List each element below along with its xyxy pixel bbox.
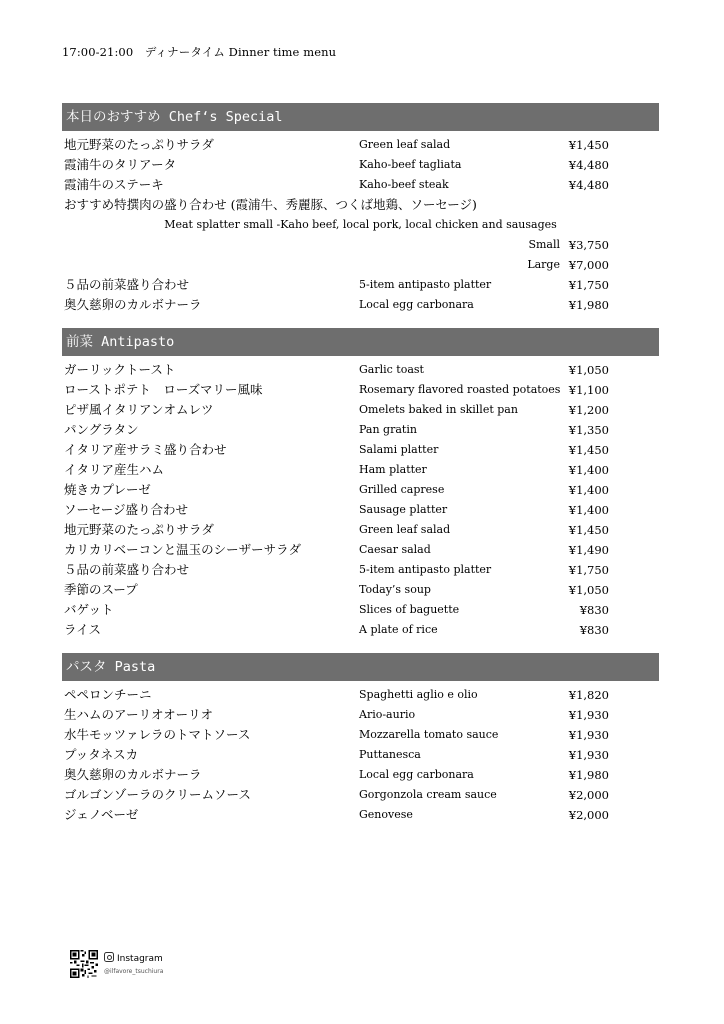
item-name-ja: ５品の前菜盛り合わせ: [64, 277, 190, 292]
antipasto-list: [62, 360, 659, 640]
item-price: ¥2,000: [568, 788, 609, 802]
item-name-ja: ペペロンチーニ: [64, 687, 152, 702]
instagram-icon: [104, 952, 114, 962]
item-price: ¥1,750: [568, 563, 609, 577]
item-name-en: Grilled caprese: [359, 483, 445, 496]
item-name-ja: ピザ風イタリアンオムレツ: [64, 402, 214, 417]
item-price: ¥1,450: [568, 523, 609, 537]
menu-item: [62, 420, 659, 440]
item-name-ja: パングラタン: [64, 422, 139, 437]
item-name-ja: 地元野菜のたっぷりサラダ: [64, 522, 214, 537]
item-name-ja: 生ハムのアーリオオーリオ: [64, 707, 214, 722]
size-label: Large: [527, 258, 560, 271]
menu-item: [62, 685, 659, 705]
item-price: ¥830: [579, 603, 609, 617]
item-name-en: 5-item antipasto platter: [359, 278, 492, 291]
item-name-ja: イタリア産生ハム: [64, 462, 165, 477]
item-name-ja: 季節のスープ: [64, 582, 138, 597]
item-price: ¥1,930: [568, 748, 609, 762]
item-name-ja: ５品の前菜盛り合わせ: [64, 562, 190, 577]
item-price: ¥1,200: [568, 403, 609, 417]
item-name-en: A plate of rice: [359, 623, 438, 636]
item-name-en: Gorgonzola cream sauce: [359, 788, 497, 801]
item-price: ¥1,350: [568, 423, 609, 437]
item-name-ja: カリカリベーコンと温玉のシーザーサラダ: [64, 542, 302, 557]
platter-description: [62, 215, 659, 235]
item-price: ¥1,450: [568, 138, 609, 152]
item-price: ¥3,750: [568, 238, 609, 252]
menu-item: [62, 440, 659, 460]
menu-item: [62, 620, 659, 640]
menu-item: [62, 295, 659, 315]
item-name-ja: 水牛モッツァレラのトマトソース: [64, 727, 251, 742]
pasta-list: [62, 685, 659, 825]
section-antipasto: [62, 328, 659, 640]
item-name-en: Ario-aurio: [359, 708, 416, 721]
instagram-handle[interactable]: @ilfavore_tsuchiura: [104, 968, 164, 975]
menu-item: [62, 175, 659, 195]
item-name-en: Meat splatter small -Kaho beef, local pork, local chicken and sausages: [164, 218, 557, 231]
item-name-en: Sausage platter: [359, 503, 448, 516]
menu-item: [62, 520, 659, 540]
item-price: ¥1,400: [568, 503, 609, 517]
menu-item: [62, 725, 659, 745]
item-name-en: Slices of baguette: [359, 603, 460, 616]
item-name-en: Puttanesca: [359, 748, 421, 761]
item-name-ja: 奥久慈卵のカルボナーラ: [64, 297, 202, 312]
menu-item: [62, 540, 659, 560]
menu-item: [62, 745, 659, 765]
menu-item: [62, 580, 659, 600]
item-name-ja: 地元野菜のたっぷりサラダ: [64, 137, 214, 152]
item-name-en: Green leaf salad: [359, 523, 451, 536]
item-name-ja: おすすめ特撰肉の盛り合わせ (霞浦牛、秀麗豚、つくば地鶏、ソーセージ): [64, 197, 477, 212]
menu-item-platter: [62, 195, 659, 215]
item-name-en: Rosemary flavored roasted potatoes: [359, 383, 561, 396]
item-price: ¥1,050: [568, 363, 609, 377]
menu-item: [62, 785, 659, 805]
item-name-ja: バゲット: [64, 602, 114, 617]
item-price: ¥1,400: [568, 483, 609, 497]
item-name-ja: 奥久慈卵のカルボナーラ: [64, 767, 202, 782]
item-name-ja: ライス: [64, 622, 102, 637]
platter-size-large: [62, 255, 659, 275]
item-name-en: Kaho-beef tagliata: [359, 158, 462, 171]
section-pasta: [62, 653, 659, 825]
platter-size-small: [62, 235, 659, 255]
page-header: 17:00-21:00 ディナータイム Dinner time menu: [62, 45, 337, 59]
menu-item: [62, 135, 659, 155]
item-name-en: Local egg carbonara: [359, 768, 474, 781]
item-name-ja: イタリア産サラミ盛り合わせ: [64, 442, 227, 457]
item-name-en: Salami platter: [359, 443, 439, 456]
menu-item: [62, 460, 659, 480]
item-price: ¥2,000: [568, 808, 609, 822]
menu-item: [62, 600, 659, 620]
item-price: ¥1,400: [568, 463, 609, 477]
menu-item: [62, 480, 659, 500]
item-name-en: Mozzarella tomato sauce: [359, 728, 499, 741]
menu-item: [62, 155, 659, 175]
item-name-ja: プッタネスカ: [64, 747, 139, 762]
item-name-en: Kaho-beef steak: [359, 178, 449, 191]
menu-item: [62, 400, 659, 420]
item-price: ¥1,100: [568, 383, 609, 397]
item-name-ja: 焼きカプレーゼ: [64, 482, 151, 497]
item-name-ja: ジェノベーゼ: [64, 807, 139, 822]
instagram-label: Instagram: [117, 954, 163, 964]
menu-item: [62, 705, 659, 725]
menu-item: [62, 360, 659, 380]
instagram-link[interactable]: [104, 952, 163, 964]
menu-item: [62, 765, 659, 785]
menu-item: [62, 380, 659, 400]
specials-list: [62, 135, 659, 315]
item-price: ¥1,450: [568, 443, 609, 457]
item-price: ¥1,820: [568, 688, 609, 702]
item-price: ¥7,000: [568, 258, 609, 272]
section-specials: [62, 103, 659, 315]
menu-item: [62, 560, 659, 580]
item-name-en: Local egg carbonara: [359, 298, 474, 311]
item-price: ¥1,980: [568, 768, 609, 782]
item-name-en: Pan gratin: [359, 423, 417, 436]
item-price: ¥1,980: [568, 298, 609, 312]
item-name-ja: ソーセージ盛り合わせ: [64, 502, 189, 517]
section-title-specials: 本日のおすすめ Chef‘s Special: [62, 103, 659, 131]
item-name-en: Today’s soup: [359, 583, 431, 596]
menu-item: [62, 805, 659, 825]
section-title-pasta: パスタ Pasta: [62, 653, 659, 681]
item-name-en: Caesar salad: [359, 543, 431, 556]
item-price: ¥4,480: [568, 178, 609, 192]
item-name-en: 5-item antipasto platter: [359, 563, 492, 576]
item-name-en: Spaghetti aglio e olio: [359, 688, 478, 701]
item-name-ja: ゴルゴンゾーラのクリームソース: [64, 787, 251, 802]
size-label: Small: [528, 238, 560, 251]
qr-code-icon[interactable]: [70, 950, 98, 978]
item-price: ¥1,050: [568, 583, 609, 597]
item-name-en: Green leaf salad: [359, 138, 451, 151]
section-title-antipasto: 前菜 Antipasto: [62, 328, 659, 356]
item-name-ja: 霞浦牛のタリアータ: [64, 157, 177, 172]
item-price: ¥830: [579, 623, 609, 637]
item-name-ja: 霞浦牛のステーキ: [64, 177, 164, 192]
item-price: ¥1,930: [568, 728, 609, 742]
item-name-en: Garlic toast: [359, 363, 424, 376]
item-price: ¥4,480: [568, 158, 609, 172]
item-name-ja: ガーリックトースト: [64, 362, 176, 377]
menu-item: [62, 275, 659, 295]
item-price: ¥1,750: [568, 278, 609, 292]
item-name-en: Omelets baked in skillet pan: [359, 403, 518, 416]
item-name-en: Genovese: [359, 808, 413, 821]
item-name-en: Ham platter: [359, 463, 427, 476]
menu-item: [62, 500, 659, 520]
item-name-ja: ローストポテト ローズマリー風味: [64, 382, 263, 397]
item-price: ¥1,930: [568, 708, 609, 722]
item-price: ¥1,490: [568, 543, 609, 557]
